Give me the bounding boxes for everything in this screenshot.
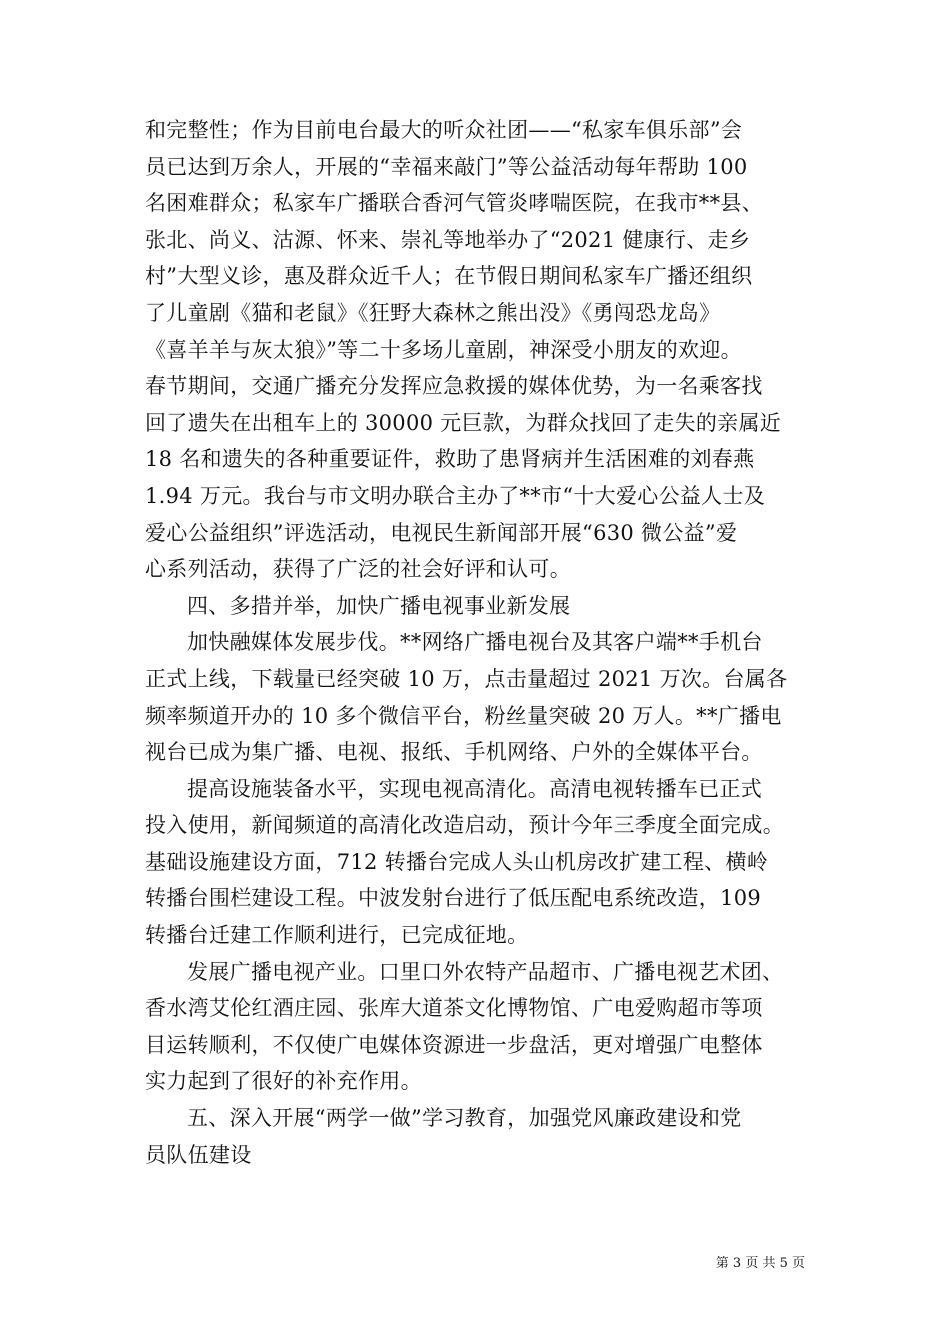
text-line: 转播台围栏建设工程。中波发射台进行了低压配电系统改造，109 xyxy=(145,886,762,911)
text-line: 爱心公益组织”评选活动，电视民生新闻部开展“630 微公益”爱 xyxy=(145,520,738,545)
text-line: 和完整性；作为目前电台最大的听众社团——“私家车俱乐部”会 xyxy=(145,118,743,142)
text-line: 回了遗失在出租车上的 30000 元巨款，为群众找回了走失的亲属近 xyxy=(145,410,782,435)
text-line: 转播台迁建工作顺利进行，已完成征地。 xyxy=(145,923,529,948)
text-line: 18 名和遗失的各种重要证件，救助了患肾病并生活困难的刘春燕 xyxy=(145,447,755,472)
text-line: 香水湾艾伦红酒庄园、张库大道茶文化博物馆、广电爱购超市等项 xyxy=(145,996,763,1021)
text-line: 发展广播电视产业。口里口外农特产品超市、广播电视艺术团、 xyxy=(187,959,784,984)
text-line: 基础设施建设方面，712 转播台完成人头山机房改扩建工程、横岭 xyxy=(145,849,769,874)
text-line: 加快融媒体发展步伐。**网络广播电视台及其客户端**手机台 xyxy=(187,630,763,655)
text-line: 1.94 万元。我台与市文明办联合主办了**市“十大爱心公益人士及 xyxy=(145,483,766,508)
text-line: 目运转顺利，不仅使广电媒体资源进一步盘活，更对增强广电整体 xyxy=(145,1032,763,1057)
text-line: 心系列活动，获得了广泛的社会好评和认可。 xyxy=(145,557,571,582)
text-line: 春节期间，交通广播充分发挥应急救援的媒体优势，为一名乘客找 xyxy=(145,374,763,399)
section-heading-5: 五、深入开展“两学一做”学习教育，加强党风廉政建设和党 xyxy=(187,1106,742,1131)
text-line: 名困难群众；私家车广播联合香河气管炎哮喘医院，在我市**县、 xyxy=(145,191,763,216)
text-line: 视台已成为集广播、电视、报纸、手机网络、户外的全媒体平台。 xyxy=(145,740,763,765)
text-line: 正式上线，下载量已经突破 10 万，点击量超过 2021 万次。台属各 xyxy=(145,666,788,691)
section-heading-5-cont: 员队伍建设 xyxy=(145,1142,252,1167)
page-number-footer: 第 3 页 共 5 页 xyxy=(715,1256,805,1271)
section-heading-4: 四、多措并举，加快广播电视事业新发展 xyxy=(187,593,571,618)
text-line: 了儿童剧《猫和老鼠》《狂野大森林之熊出没》《勇闯恐龙岛》 xyxy=(145,300,721,325)
text-line: 员已达到万余人，开展的“幸福来敲门”等公益活动每年帮助 100 xyxy=(145,154,748,179)
text-line: 投入使用，新闻频道的高清化改造启动，预计今年三季度全面完成。 xyxy=(145,813,784,838)
text-line: 张北、尚义、沽源、怀来、崇礼等地举办了“2021 健康行、走乡 xyxy=(145,227,751,252)
text-line: 频率频道开办的 10 多个微信平台，粉丝量突破 20 万人。**广播电 xyxy=(145,703,782,728)
text-line: 实力起到了很好的补充作用。 xyxy=(145,1069,422,1094)
text-line: 提高设施装备水平，实现电视高清化。高清电视转播车已正式 xyxy=(187,776,763,801)
text-line: 《喜羊羊与灰太狼》”等二十多场儿童剧，神深受小朋友的欢迎。 xyxy=(145,337,742,362)
text-line: 村”大型义诊，惠及群众近千人；在节假日期间私家车广播还组织 xyxy=(145,264,753,289)
document-body xyxy=(145,112,807,1173)
